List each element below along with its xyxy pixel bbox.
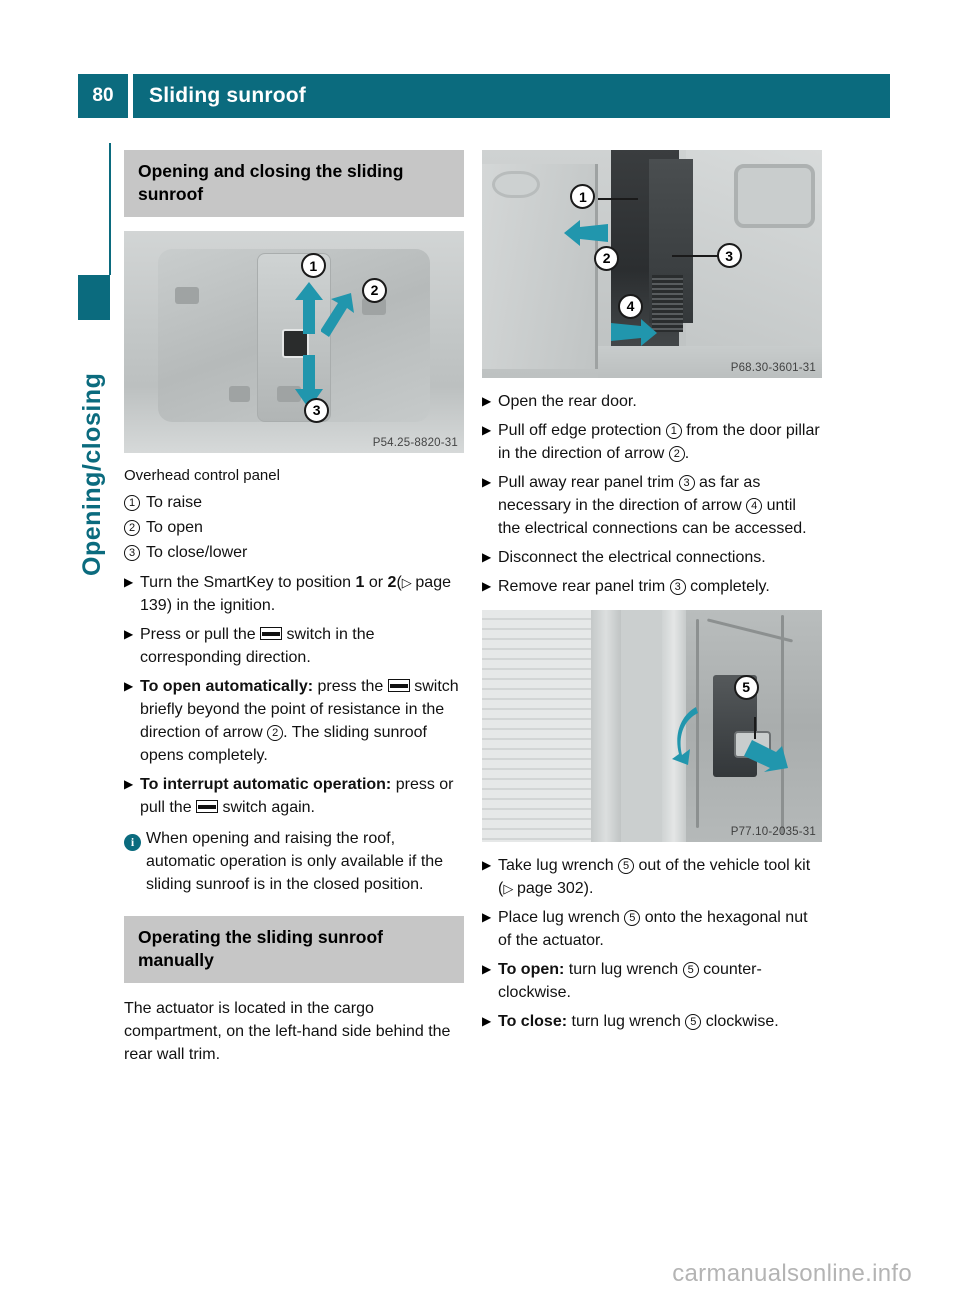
figure-callout-5: 5 [734,675,759,700]
figure-code: P77.10-2035-31 [730,826,816,838]
page-cross-reference[interactable]: ▷ page 302 [503,880,584,897]
callout-reference: 3 [670,579,686,595]
rear-wall-louvers-shape [482,610,594,842]
right-step-list-upper [482,390,822,598]
step-emphasis: To open: [498,961,565,978]
instruction-step [124,623,464,669]
instruction-step [482,419,822,465]
callout-reference: 1 [666,423,682,439]
legend-number: 2 [124,515,146,540]
step-text: Take lug wrench 5 out of the vehicle tool kit (▷ page 302). [498,857,811,897]
step-text: Remove rear panel trim 3 completely. [498,578,770,595]
step-text: Place lug wrench 5 onto the hexagonal nut of the actuator. [498,909,808,949]
page-header [78,74,890,118]
actuator-location-paragraph: The actuator is located in the cargo compartment, on the left-hand side behind the rear wall trim. [124,1000,451,1063]
step-emphasis: To close: [498,1013,568,1030]
step-bullet-icon: ▶ [124,679,134,693]
trim-post-left-shape [591,610,622,842]
info-note [124,827,464,896]
instruction-step [124,773,464,819]
info-note-text: When opening and raising the roof, automatic operation is only available if the sliding sunroof is in the closed position. [146,830,444,893]
info-icon: i [124,827,146,853]
page-number: 80 [78,74,128,118]
figure-legend [124,490,464,565]
figure-code: P68.30-3601-31 [730,362,816,374]
step-bullet-icon: ▶ [482,475,492,489]
arrow-turn-direction [672,707,706,767]
legend-label: To raise [146,494,203,511]
arrow-place-wrench [744,740,788,772]
step-bullet-icon: ▶ [124,575,134,589]
step-text: To close: turn lug wrench 5 clockwise. [498,1013,779,1030]
step-text: Press or pull the switch in the corresponding direction. [140,626,375,666]
leader-line-5 [754,717,756,739]
instruction-step [482,546,822,569]
rocker-switch-icon [260,627,282,640]
right-step-list-lower [482,854,822,1033]
door-handle-shape [492,171,540,198]
right-column [482,150,822,1039]
side-tab-rule [109,143,111,275]
side-tab-marker [78,275,110,320]
legend-item [124,490,464,515]
callout-reference: 5 [683,962,699,978]
watermark: carmanualsonline.info [672,1260,912,1287]
figure-code: P54.25-8820-31 [372,437,458,449]
step-emphasis: 1 [355,574,365,591]
figure-door-pillar [482,150,822,378]
callout-reference: 5 [624,910,640,926]
instruction-step [482,958,822,1004]
step-bullet-icon: ▶ [482,579,492,593]
instruction-step [482,390,822,413]
section-heading-opening-closing: Opening and closing the sliding sunroof [124,150,464,217]
figure-callout-3: 3 [717,243,742,268]
figure-callout-2: 2 [594,246,619,271]
legend-item [124,515,464,540]
step-bullet-icon: ▶ [482,394,492,408]
callout-reference: 5 [685,1014,701,1030]
arrow-open [321,291,355,339]
callout-reference: 2 [669,446,685,462]
step-emphasis: 2 [387,574,397,591]
step-emphasis: To interrupt automatic operation: [140,776,392,793]
left-column [124,150,464,1066]
step-bullet-icon: ▶ [124,777,134,791]
rear-window-shape [734,164,816,228]
step-bullet-icon: ▶ [482,962,492,976]
arrow-pull-rear-panel-trim [611,316,657,346]
step-bullet-icon: ▶ [482,1014,492,1028]
step-text: To open automatically: press the switch briefly beyond the point of resistance in the direction of arrow 2 . The sliding sunroof opens completely. [140,678,459,764]
step-text: Turn the SmartKey to position 1 or 2(▷ page 139) in the ignition. [140,574,451,614]
arrow-raise [294,282,324,334]
instruction-step [124,571,464,617]
step-bullet-icon: ▶ [482,423,492,437]
step-text: Disconnect the electrical connections. [498,549,766,566]
console-button-left [175,287,199,305]
step-bullet-icon: ▶ [482,550,492,564]
rocker-switch-icon [388,679,410,692]
instruction-step [482,854,822,900]
left-step-list [124,571,464,819]
step-bullet-icon: ▶ [482,910,492,924]
figure-callout-1: 1 [570,184,595,209]
step-text: Pull off edge protection 1 from the door pillar in the direction of arrow 2 . [498,422,820,462]
step-text: Open the rear door. [498,393,637,410]
side-tab-label: Opening/closing [78,372,106,576]
section-heading-manual-operation: Operating the sliding sunroof manually [124,916,464,983]
callout-reference: 5 [618,858,634,874]
legend-label: To close/lower [146,544,248,561]
callout-reference: 4 [746,498,762,514]
callout-reference: 2 [267,725,283,741]
figure-callout-2: 2 [362,278,387,303]
console-button-lower-left [229,386,249,402]
instruction-step [482,1010,822,1033]
cross-reference-arrow-icon: ▷ [503,881,517,896]
figure-callout-1: 1 [301,253,326,278]
instruction-step [124,675,464,767]
page-title: Sliding sunroof [133,74,890,118]
step-bullet-icon: ▶ [124,627,134,641]
wire-harness-2 [781,615,784,835]
rocker-switch-icon [196,800,218,813]
figure-callout-3: 3 [304,398,329,423]
step-bullet-icon: ▶ [482,858,492,872]
instruction-step [482,471,822,540]
figure-overhead-control-panel [124,231,464,453]
figure-caption: Overhead control panel [124,467,280,484]
legend-item [124,540,464,565]
step-text: To interrupt automatic operation: press or pull the switch again. [140,776,454,816]
cross-reference-arrow-icon: ▷ [401,575,416,590]
legend-number: 3 [124,540,146,565]
legend-number: 1 [124,490,146,515]
step-emphasis: To open automatically: [140,678,314,695]
figure-actuator [482,610,822,842]
page-cross-reference[interactable]: ▷ page 139 [140,574,451,614]
figure-callout-4: 4 [618,294,643,319]
arrow-pull-edge-protection [564,218,608,248]
legend-label: To open [146,519,203,536]
callout-reference: 3 [679,475,695,491]
step-text: Pull away rear panel trim 3 as far as necessary in the direction of arrow 4 until the electrical connections can be accessed. [498,474,807,537]
instruction-step [482,575,822,598]
instruction-step [482,906,822,952]
step-text: To open: turn lug wrench 5 counter-clockwise. [498,961,762,1001]
leader-line-1 [598,198,639,200]
